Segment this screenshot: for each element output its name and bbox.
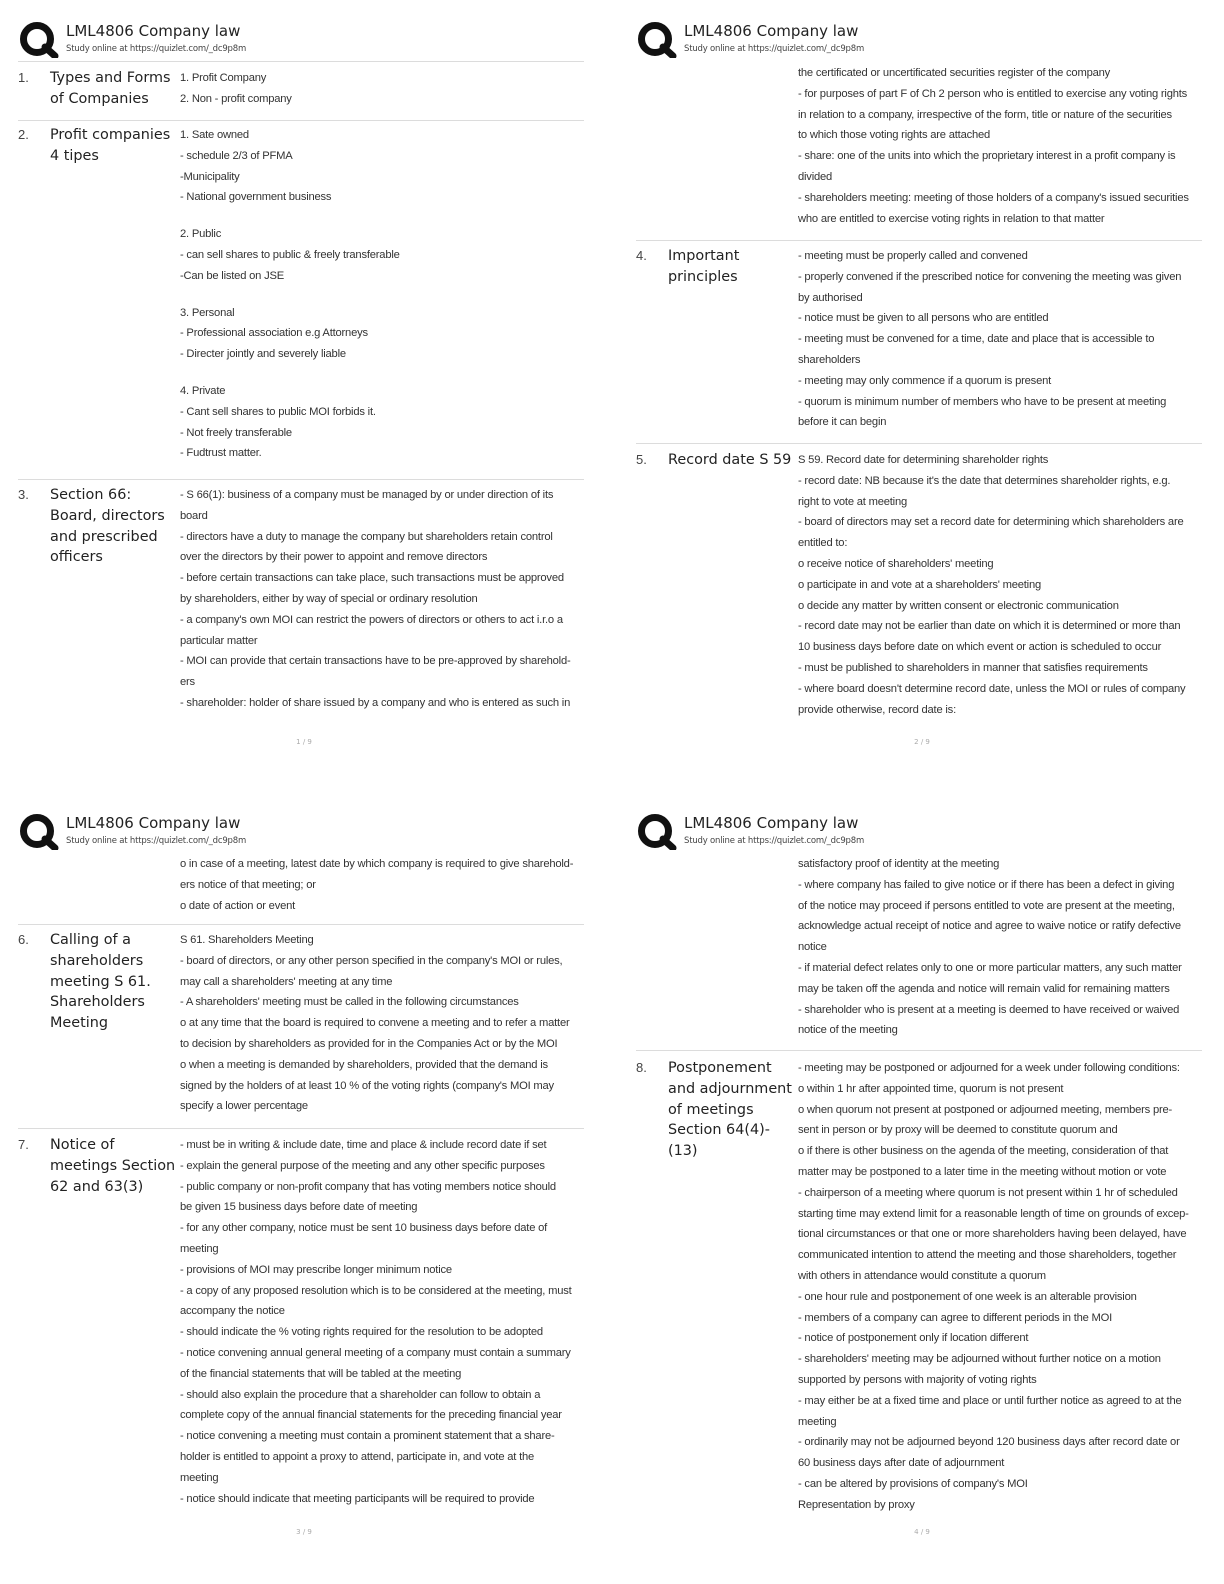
text-line: - may either be at a fixed time and place or until further notice as agreed to at the	[798, 1394, 1182, 1407]
text-line: - record date may not be earlier than date on which it is determined or more than	[798, 620, 1181, 633]
text-line: entitled to:	[798, 537, 848, 550]
entry-definition	[180, 930, 584, 1117]
text-line: - S 66(1): business of a company must be managed by or under direction of its	[180, 489, 554, 501]
text-line: - meeting must be properly called and convened	[798, 250, 1028, 262]
text-line: o date of action or event	[180, 899, 296, 912]
text-line: - quorum is minimum number of members who have to be present at meeting	[798, 395, 1167, 408]
text-line: accompany the notice	[180, 1305, 285, 1318]
text-line: o in case of a meeting, latest date by which company is required to give sharehold-	[180, 858, 574, 870]
document-title: LML4806 Company law	[66, 22, 241, 40]
study-online-link[interactable]: Study online at https://quizlet.com/_dc9p8m	[66, 44, 247, 54]
text-line: communicated intention to attend the meeting and those shareholders, together	[798, 1249, 1177, 1262]
text-line: with others in attendance would constitute a quorum	[798, 1269, 1046, 1282]
entry-number: 2.	[18, 127, 29, 142]
text-line: - can be altered by provisions of company's MOI	[798, 1477, 1028, 1490]
document-title: LML4806 Company law	[684, 814, 859, 832]
text-line: the certificated or uncertificated securities register of the company	[798, 67, 1111, 79]
text-line: - MOI can provide that certain transactions have to be pre-approved by sharehold-	[180, 655, 571, 668]
text-line: notice of the meeting	[798, 1024, 898, 1037]
entry-number: 1.	[18, 70, 29, 85]
text-line: to decision by shareholders as provided for in the Companies Act or by the MOI	[180, 1037, 558, 1050]
text-line: of the notice may proceed if persons entitled to vote are present at the meeting,	[798, 899, 1175, 912]
text-line: matter may be postponed to a later time in the meeting without motion or vote	[798, 1165, 1167, 1178]
divider	[18, 924, 584, 925]
entry-number: 5.	[636, 452, 647, 467]
text-line: - shareholders' meeting may be adjourned without further notice on a motion	[798, 1353, 1161, 1366]
entry-number: 3.	[18, 487, 29, 502]
text-line: - if material defect relates only to one or more particular matters, any such matter	[798, 961, 1182, 974]
text-line: - National government business	[180, 191, 332, 204]
entry-number: 6.	[18, 932, 29, 947]
text-line: S 59. Record date for determining shareholder rights	[798, 454, 1049, 466]
text-line: - Cant sell shares to public MOI forbids it.	[180, 405, 376, 418]
text-line: ers notice of that meeting; or	[180, 878, 316, 891]
text-line: o participate in and vote at a shareholders' meeting	[798, 578, 1041, 591]
document-title: LML4806 Company law	[684, 22, 859, 40]
text-line: may be taken off the agenda and notice will remain valid for remaining matters	[798, 982, 1170, 995]
text-line: particular matter	[180, 634, 258, 647]
text-line: shareholders	[798, 353, 861, 366]
entry-definition	[180, 1135, 584, 1509]
text-line: - members of a company can agree to different periods in the MOI	[798, 1311, 1113, 1324]
text-line: o at any time that the board is required to convene a meeting and to refer a matter	[180, 1017, 570, 1030]
entry-term: Profit companies 4 tipes	[50, 127, 171, 164]
text-line: - before certain transactions can take place, such transactions must be approved	[180, 572, 564, 585]
text-line: 4. Private	[180, 384, 226, 397]
text-line: 2. Non - profit company	[180, 92, 292, 105]
page-header	[14, 18, 594, 58]
entry-number: 4.	[636, 248, 647, 263]
text-line: o when a meeting is demanded by shareholders, provided that the demand is	[180, 1058, 548, 1071]
text-line: - Fudtrust matter.	[180, 447, 262, 460]
text-line: - board of directors, or any other person specified in the company's MOI or rules,	[180, 954, 563, 967]
text-line: - ordinarily may not be adjourned beyond 120 business days after record date or	[798, 1436, 1180, 1449]
text-line: - provisions of MOI may prescribe longer minimum notice	[180, 1263, 452, 1276]
document-title: LML4806 Company law	[66, 814, 241, 832]
text-line: Representation by proxy	[798, 1498, 915, 1511]
text-line: - shareholder who is present at a meeting is deemed to have received or waived	[798, 1003, 1180, 1016]
text-line: may call a shareholders' meeting at any time	[180, 975, 393, 988]
page-number: 2 / 9	[914, 738, 930, 746]
study-online-link[interactable]: Study online at https://quizlet.com/_dc9p8m	[684, 836, 865, 846]
text-line: - record date: NB because it's the date that determines shareholder rights, e.g.	[798, 474, 1171, 487]
page-3	[14, 810, 594, 1570]
page-4	[632, 810, 1212, 1570]
divider	[18, 1128, 584, 1129]
text-line: ers	[180, 676, 195, 689]
entry-definition	[798, 450, 1202, 720]
page-header	[632, 810, 1212, 850]
text-line: - a company's own MOI can restrict the powers of directors or others to act i.r.o a	[180, 613, 563, 626]
text-line: signed by the holders of at least 10 % of the voting rights (company's MOI may	[180, 1079, 554, 1092]
page-number: 1 / 9	[296, 738, 312, 746]
quizlet-logo-icon	[18, 814, 60, 850]
text-line: over the directors by their power to appoint and remove directors	[180, 551, 488, 564]
text-line: satisfactory proof of identity at the meeting	[798, 858, 1000, 870]
text-line: - notice of postponement only if location different	[798, 1332, 1029, 1345]
entry-term: Record date S 59	[668, 452, 792, 468]
page-header	[632, 18, 1212, 58]
text-line: o within 1 hr after appointed time, quorum is not present	[798, 1082, 1064, 1095]
text-line: provide otherwise, record date is:	[798, 703, 956, 716]
text-line: o if there is other business on the agenda of the meeting, consideration of that	[798, 1145, 1169, 1158]
text-line: - meeting may be postponed or adjourned for a week under following conditions:	[798, 1062, 1180, 1074]
entry-definition	[180, 485, 584, 714]
text-line: - Directer jointly and severely liable	[180, 348, 346, 361]
text-line: - schedule 2/3 of PFMA	[180, 149, 293, 162]
divider	[18, 479, 584, 480]
text-line: - where board doesn't determine record date, unless the MOI or rules of company	[798, 682, 1186, 695]
text-line: o receive notice of shareholders' meeting	[798, 557, 994, 570]
text-line: before it can begin	[798, 416, 887, 429]
text-line: sent in person or by proxy will be deemed to constitute quorum and	[798, 1124, 1118, 1137]
text-line: of the financial statements that will be tabled at the meeting	[180, 1367, 462, 1380]
text-line: - a copy of any proposed resolution which is to be considered at the meeting, must	[180, 1284, 572, 1297]
divider	[636, 1050, 1202, 1051]
text-line: - must be published to shareholders in manner that satisfies requirements	[798, 661, 1148, 674]
text-line: 1. Sate owned	[180, 129, 249, 141]
text-line: - should also explain the procedure that a shareholder can follow to obtain a	[180, 1388, 541, 1401]
text-line: - Professional association e.g Attorneys	[180, 327, 368, 340]
quizlet-logo-icon	[636, 814, 678, 850]
text-line: to which those voting rights are attached	[798, 129, 991, 142]
text-line: - board of directors may set a record date for determining which shareholders are	[798, 516, 1184, 529]
entry-term: Postponement and adjournment of meetings Section 64(4)-(13)	[668, 1060, 792, 1160]
continued-definition	[180, 854, 584, 916]
text-line: 1. Profit Company	[180, 72, 267, 84]
text-line: 3. Personal	[180, 306, 235, 319]
text-line: by shareholders, either by way of special or ordinary resolution	[180, 592, 478, 605]
text-line: -Municipality	[180, 170, 240, 183]
text-line: be given 15 business days before date of meeting	[180, 1201, 418, 1214]
entry-term: Important principles	[668, 248, 740, 285]
page-number: 4 / 9	[914, 1528, 930, 1536]
page-2	[632, 18, 1212, 778]
text-line: - Not freely transferable	[180, 426, 292, 439]
text-line: - notice convening annual general meeting of a company must contain a summary	[180, 1346, 571, 1359]
text-line: - meeting must be convened for a time, date and place that is accessible to	[798, 333, 1155, 346]
study-online-link[interactable]: Study online at https://quizlet.com/_dc9p8m	[66, 836, 247, 846]
text-line: by authorised	[798, 291, 863, 304]
text-line: -Can be listed on JSE	[180, 269, 285, 282]
text-line: - chairperson of a meeting where quorum is not present within 1 hr of scheduled	[798, 1186, 1178, 1199]
text-line: board	[180, 509, 208, 522]
text-line: 60 business days after date of adjournment	[798, 1457, 1005, 1470]
text-line: who are entitled to exercise voting rights in relation to that matter	[798, 212, 1105, 225]
text-line: - A shareholders' meeting must be called in the following circumstances	[180, 996, 519, 1009]
entry-term: Section 66: Board, directors and prescribed officers	[50, 487, 165, 566]
text-line: - where company has failed to give notice or if there has been a defect in giving	[798, 878, 1175, 891]
entry-term: Notice of meetings Section 62 and 63(3)	[50, 1137, 176, 1195]
quizlet-logo-icon	[636, 22, 678, 58]
text-line: meeting	[180, 1242, 219, 1255]
text-line: - for purposes of part F of Ch 2 person who is entitled to exercise any voting rights	[798, 87, 1188, 100]
text-line: - share: one of the units into which the proprietary interest in a profit company is	[798, 150, 1176, 163]
text-line: - meeting may only commence if a quorum is present	[798, 374, 1052, 387]
text-line: 10 business days before date on which event or action is scheduled to occur	[798, 641, 1162, 654]
text-line: - can sell shares to public & freely transferable	[180, 248, 400, 261]
text-line: supported by persons with majority of voting rights	[798, 1373, 1037, 1386]
text-line: - directors have a duty to manage the company but shareholders retain control	[180, 530, 553, 543]
text-line: - public company or non-profit company that has voting members notice should	[180, 1180, 556, 1193]
text-line: 2. Public	[180, 228, 222, 241]
divider	[636, 443, 1202, 444]
entry-definition	[180, 125, 584, 464]
entry-term: Calling of a shareholders meeting S 61. Shareholders Meeting	[50, 932, 151, 1032]
text-line: - shareholders meeting: meeting of those holders of a company's issued securities	[798, 191, 1189, 204]
divider	[18, 120, 584, 121]
text-line: meeting	[798, 1415, 837, 1428]
divider	[18, 61, 584, 62]
page-number: 3 / 9	[296, 1528, 312, 1536]
text-line: - notice must be given to all persons who are entitled	[798, 312, 1049, 325]
page-1	[14, 18, 594, 778]
text-line: S 61. Shareholders Meeting	[180, 934, 314, 946]
entry-definition	[798, 246, 1202, 433]
text-line: - one hour rule and postponement of one week is an alterable provision	[798, 1290, 1137, 1303]
entry-number: 8.	[636, 1060, 647, 1075]
text-line: right to vote at meeting	[798, 495, 908, 508]
text-line: holder is entitled to appoint a proxy to attend, participate in, and vote at the	[180, 1450, 535, 1463]
text-line: - notice convening a meeting must contain a prominent statement that a share-	[180, 1430, 555, 1443]
text-line: - for any other company, notice must be sent 10 business days before date of	[180, 1222, 548, 1235]
study-online-link[interactable]: Study online at https://quizlet.com/_dc9p8m	[684, 44, 865, 54]
entry-term: Types and Forms of Companies	[50, 70, 171, 107]
text-line: o when quorum not present at postponed or adjourned meeting, members pre-	[798, 1103, 1173, 1116]
entry-number: 7.	[18, 1137, 29, 1152]
text-line: - explain the general purpose of the meeting and any other specific purposes	[180, 1159, 545, 1172]
entry-definition	[798, 1058, 1202, 1516]
text-line: - must be in writing & include date, time and place & include record date if set	[180, 1139, 547, 1151]
text-line: meeting	[180, 1471, 219, 1484]
text-line: complete copy of the annual financial statements for the preceding financial year	[180, 1409, 562, 1422]
continued-definition	[798, 854, 1202, 1041]
text-line: divided	[798, 170, 833, 183]
text-line: - properly convened if the prescribed notice for convening the meeting was given	[798, 270, 1182, 283]
continued-definition	[798, 63, 1202, 229]
text-line: - should indicate the % voting rights required for the resolution to be adopted	[180, 1326, 543, 1339]
text-line: in relation to a company, irrespective of the form, title or nature of the securities	[798, 108, 1172, 121]
text-line: o decide any matter by written consent or electronic communication	[798, 599, 1119, 612]
entry-definition	[180, 68, 584, 110]
page-header	[14, 810, 594, 850]
text-line: specify a lower percentage	[180, 1100, 308, 1113]
text-line: notice	[798, 941, 827, 954]
text-line: acknowledge actual receipt of notice and agree to waive notice or ratify defective	[798, 920, 1181, 933]
divider	[636, 240, 1202, 241]
quizlet-logo-icon	[18, 22, 60, 58]
text-line: - shareholder: holder of share issued by a company and who is entered as such in	[180, 696, 571, 709]
text-line: tional circumstances or that one or more shareholders having been delayed, have	[798, 1228, 1187, 1241]
text-line: - notice should indicate that meeting participants will be required to provide	[180, 1492, 535, 1505]
text-line: starting time may extend limit for a reasonable length of time on grounds of excep-	[798, 1207, 1189, 1220]
